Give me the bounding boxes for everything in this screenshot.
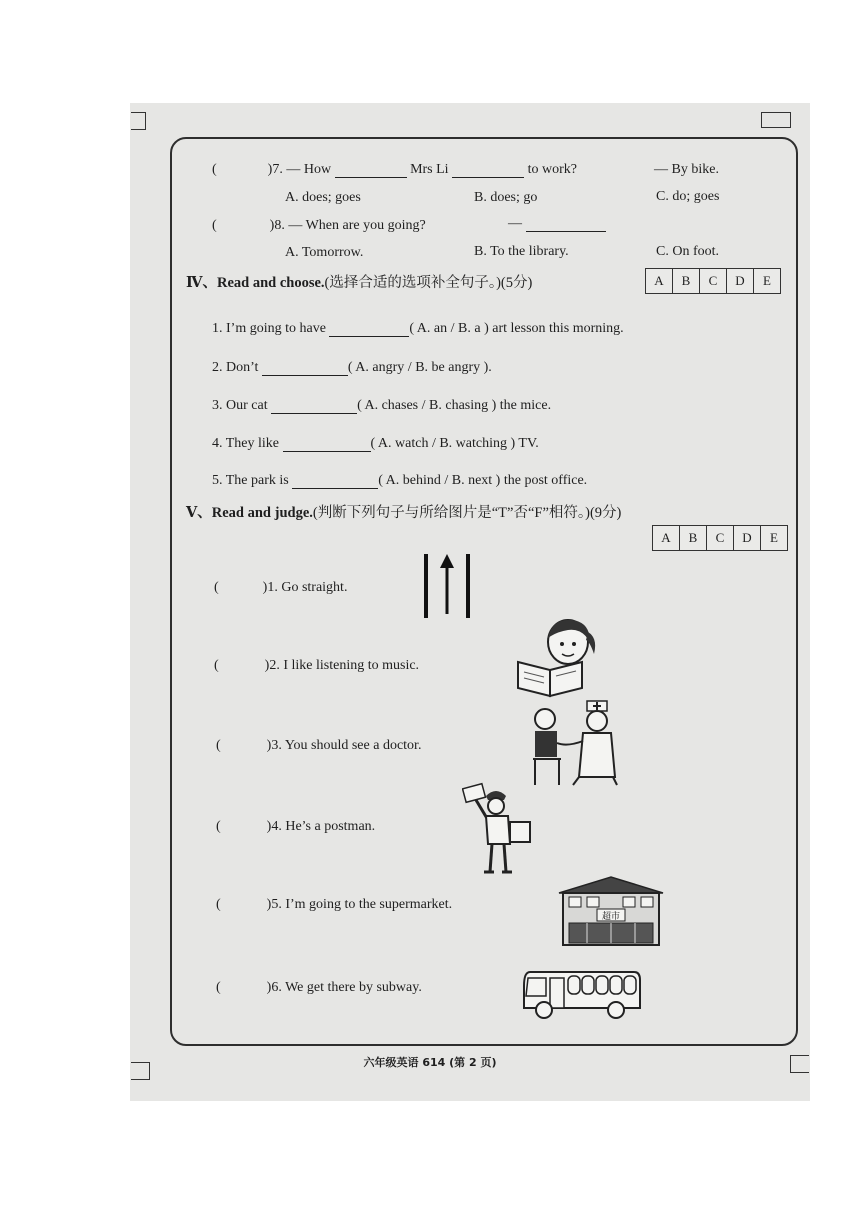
section4-grade-box [645, 268, 781, 294]
item-blank[interactable] [329, 324, 409, 337]
q7-paren: ( [212, 162, 217, 177]
item-text-post: art lesson this morning. [492, 321, 624, 336]
grade-cell-c: C [700, 269, 727, 293]
q7-text-a: )7. — How [267, 162, 332, 177]
q7-blank-1[interactable] [335, 165, 407, 178]
q8-answer-line [508, 216, 606, 232]
q8-option-c: C. On foot. [656, 244, 719, 259]
q8-blank[interactable] [526, 219, 606, 232]
section4-roman: Ⅳ、 [186, 275, 217, 291]
item-text: )3. You should see a doctor. [266, 738, 422, 753]
section4-item-5 [212, 473, 587, 489]
grade-cell-e: E [763, 273, 771, 288]
section4-heading [186, 275, 532, 291]
item-choice: ( A. behind / B. next ) [378, 473, 501, 488]
section5-item-1 [214, 580, 347, 596]
section5-grade-box [652, 525, 788, 551]
section5-item-6 [216, 980, 422, 996]
item-choice: ( A. watch / B. watching ) [370, 436, 516, 451]
go-straight-arrow-icon [418, 550, 476, 622]
q8-text: )8. — When are you going? [269, 218, 426, 233]
section4-instruction: (选择合适的选项补全句子。)(5分) [324, 275, 533, 291]
q7-answer: — By bike. [654, 162, 719, 177]
grade-cell-b: B [680, 526, 707, 550]
q7-option-a: A. does; goes [285, 190, 361, 205]
answer-paren[interactable]: ( [214, 580, 219, 595]
page-footer: 六年级英语 614 (第 2 页) [363, 1056, 497, 1069]
section4-item-4 [212, 436, 539, 452]
section5-heading [186, 505, 621, 521]
item-text-pre: 3. Our cat [212, 398, 268, 413]
section5-item-3 [216, 738, 421, 754]
section5-item-2 [214, 658, 419, 674]
answer-paren[interactable]: ( [216, 897, 221, 912]
q7-option-b: B. does; go [474, 190, 538, 205]
corner-mark-top-left [131, 112, 146, 130]
q8-paren: ( [212, 218, 217, 233]
item-text: )4. He’s a postman. [266, 819, 376, 834]
bus-icon [520, 966, 644, 1024]
grade-cell-c: C [707, 526, 734, 550]
item-text-pre: 1. I’m going to have [212, 321, 326, 336]
section5-roman: Ⅴ、 [186, 505, 212, 521]
doctor-with-patient-icon [527, 697, 619, 789]
section5-item-5 [216, 897, 452, 913]
item-text-post: the mice. [499, 398, 552, 413]
corner-mark-top-right [761, 112, 791, 128]
item-blank[interactable] [262, 363, 348, 376]
item-text-pre: 2. Don’t [212, 360, 259, 375]
q7-option-c: C. do; goes [656, 189, 720, 204]
grade-cell-a: A [646, 269, 673, 293]
item-blank[interactable] [292, 476, 378, 489]
section4-item-1 [212, 321, 624, 337]
item-blank[interactable] [271, 401, 357, 414]
supermarket-sign: 超市 [601, 912, 621, 922]
item-text-post: the post office. [503, 473, 588, 488]
q8-option-a: A. Tomorrow. [285, 245, 364, 260]
answer-paren[interactable]: ( [216, 980, 221, 995]
answer-paren[interactable]: ( [214, 658, 219, 673]
q8-option-b: B. To the library. [474, 244, 569, 259]
section4-item-3 [212, 398, 551, 414]
grade-cell-a: A [653, 526, 680, 550]
q7-text-b: Mrs Li [410, 162, 449, 177]
item-choice: ( A. chases / B. chasing ) [357, 398, 497, 413]
item-text-post: TV. [518, 436, 539, 451]
item-choice: ( A. angry / B. be angry ). [347, 360, 492, 375]
section5-instruction: (判断下列句子与所给图片是“T”否“F”相符。)(9分) [312, 505, 622, 521]
grade-cell-d: D [734, 526, 761, 550]
q8-dash: — [508, 216, 522, 231]
item-text: )5. I’m going to the supermarket. [266, 897, 453, 912]
q7-blank-2[interactable] [452, 165, 524, 178]
answer-paren[interactable]: ( [216, 819, 221, 834]
grade-cell-d: D [727, 269, 754, 293]
grade-cell-b: B [673, 269, 700, 293]
postman-icon [462, 782, 538, 878]
q7-line [212, 162, 577, 178]
q7-text-c: to work? [527, 162, 577, 177]
item-text: )2. I like listening to music. [264, 658, 420, 673]
item-blank[interactable] [283, 439, 371, 452]
section5-title: Read and judge. [211, 505, 313, 521]
section4-title: Read and choose. [216, 275, 325, 291]
item-text-pre: 5. The park is [212, 473, 289, 488]
item-text-pre: 4. They like [212, 436, 280, 451]
q8-line [212, 218, 426, 234]
section5-item-4 [216, 819, 375, 835]
grade-cell-e: E [770, 530, 778, 545]
item-choice: ( A. an / B. a ) [409, 321, 489, 336]
item-text: )1. Go straight. [262, 580, 348, 595]
section4-item-2 [212, 360, 492, 376]
answer-paren[interactable]: ( [216, 738, 221, 753]
girl-reading-book-icon [512, 612, 602, 700]
item-text: )6. We get there by subway. [266, 980, 422, 995]
supermarket-building-icon [557, 875, 665, 947]
